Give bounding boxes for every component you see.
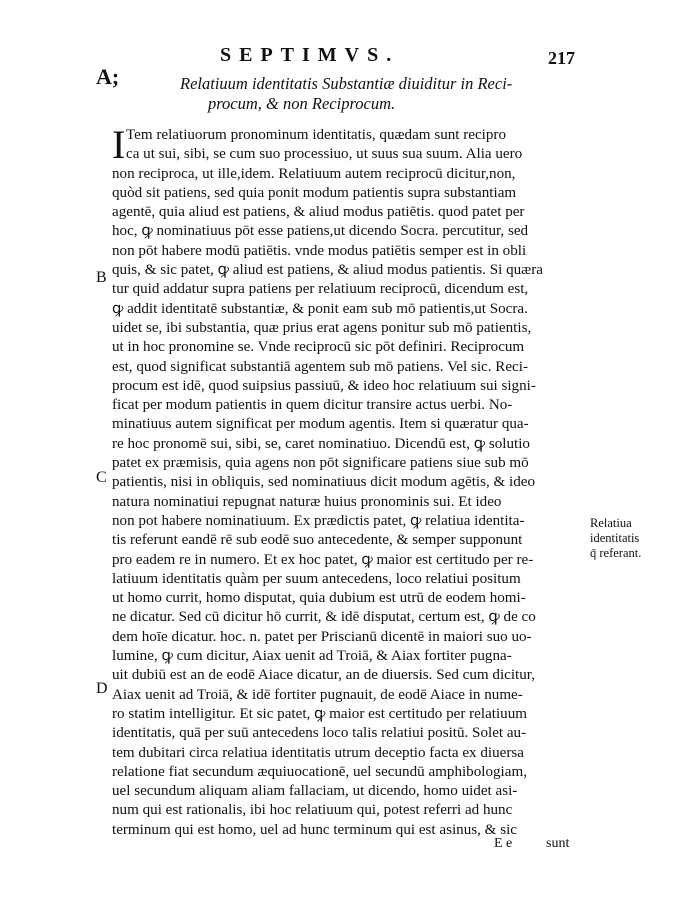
text-line: ro statim intelligitur. Et sic patet, ꝙ maior est certitudo per relatiuum	[112, 705, 527, 722]
text-line: tem dubitari circa relatiua identitatis utrum deceptio facta ex diuersa	[112, 744, 524, 761]
side-note-line-1: Relatiua	[590, 516, 632, 530]
text-line: agentē, quia aliud est patiens, & aliud modus patiētis. quod patet per	[112, 204, 525, 221]
text-line: non reciproca, ut ille,idem. Relatiuum autem reciprocū dicitur,non,	[112, 165, 516, 182]
text-line: num qui est rationalis, ibi hoc relatiuum qui, potest referri ad hunc	[112, 802, 513, 819]
text-line: hoc, ꝙ nominatiuus pōt esse patiens,ut dicendo Socra. percutitur, sed	[112, 223, 529, 240]
text-line: natura nominatiui repugnat naturæ huius pronominis sui. Et ideo	[112, 493, 502, 510]
heading-line-1: Relatiuum identitatis Substantiæ diuiditur in Reci-	[180, 74, 513, 93]
drop-cap: I	[112, 122, 126, 167]
corner-mark: A;	[96, 64, 120, 89]
text-line: quòd sit patiens, sed quia ponit modum patientis supra substantiam	[112, 184, 517, 201]
text-line: lumine, ꝙ cum dicitur, Aiax uenit ad Troiā, & Aiax fortiter pugna-	[112, 648, 512, 665]
side-note-line-3: q̄ referant.	[590, 546, 642, 560]
text-line: Tem relatiuorum pronominum identitatis, quædam sunt recipro	[126, 127, 506, 143]
heading-line-2: procum, & non Reciprocum.	[208, 94, 396, 113]
body-text	[112, 122, 582, 840]
text-line: pro eadem re in numero. Et ex hoc patet, ꝙ maior est certitudo per re-	[112, 551, 534, 568]
text-line: re hoc pronomē sui, sibi, se, caret nominatiuo. Dicendū est, ꝙ solutio	[112, 435, 530, 452]
margin-letter-b: B	[96, 269, 107, 286]
text-line: ꝙ addit identitatē substantiæ, & ponit eam sub mō patientis,ut Socra.	[112, 300, 528, 317]
text-line: patientis, nisi in obliquis, sed nominatiuus dicit modum agētis, & ideo	[112, 474, 536, 491]
text-line: ut in hoc pronomine se. Vnde reciprocū sic pōt definiri. Reciprocum	[112, 339, 525, 356]
margin-letter-c: C	[96, 469, 107, 486]
text-line: terminum qui est homo, uel ad hunc terminum qui est asinus, & sic	[112, 821, 517, 838]
page-number: 217	[548, 48, 575, 68]
text-line: tur quid addatur supra patiens per relatiuum reciprocū, dicendum est,	[112, 281, 529, 298]
side-note	[590, 516, 680, 561]
text-line: ut homo currit, homo disputat, quia dubium est utrū de eodem homi-	[112, 590, 526, 607]
text-line: ca ut sui, sibi, se cum suo processiuo, ut suus sua suum. Alia uero	[126, 146, 523, 163]
text-line: patet ex præmisis, quia agens non pōt significare patiens siue sub mō	[112, 455, 529, 472]
text-line: est, quod significat substantiā agentem sub mō patiens. Vel sic. Reci-	[112, 358, 528, 375]
text-line: relatione fiat secundum æquiuocationē, uel secundū amphibologiam,	[112, 763, 527, 780]
text-line: Aiax uenit ad Troiā, & idē fortiter pugnauit, de eodē Aiace in nume-	[112, 686, 523, 703]
side-note-line-2: identitatis	[590, 531, 640, 545]
text-line: uidet se, ibi substantia, quæ prius erat agens ponitur sub mō patientis,	[112, 319, 532, 336]
text-line: ne dicatur. Sed cū dicitur hō currit, & idē disputat, certum est, ꝙ de co	[112, 609, 536, 626]
margin-letter-d: D	[96, 680, 108, 697]
section-heading	[180, 74, 520, 114]
text-line: non pot habere nominatiuum. Ex prædictis patet, ꝙ relatiua identita-	[112, 512, 525, 529]
text-line: uel secundum aliquam aliam fallaciam, ut dicendo, homo uidet asi-	[112, 783, 518, 800]
text-line: latiuum identitatis quàm per suum antecedens, loco relatiui positum	[112, 570, 521, 587]
text-line: tis referunt eandē rē sub eodē suo antecedente, & semper supponunt	[112, 532, 523, 549]
text-line: non pōt habere modū patiētis. vnde modus patiētis semper est in obli	[112, 242, 527, 259]
running-head: SEPTIMVS.	[220, 44, 400, 66]
text-line: dem hoīe dicatur. hoc. n. patet per Priscianū dicentē in maiori suo uo-	[112, 628, 532, 645]
text-line: ficat per modum patientis in quem dicitur transire actus uerbi. No-	[112, 397, 513, 414]
signature-mark: E e	[494, 836, 513, 851]
text-line: procum est idē, quod suipsius passiuū, & ideo hoc relatiuum sui signi-	[112, 377, 536, 394]
text-line: identitatis, quā per suū antecedens loco talis relatiui positū. Solet au-	[112, 725, 527, 742]
text-line: uit dubiū est an de eodē Aiace dicatur, an de diuersis. Sed cum dicitur,	[112, 667, 535, 684]
catchword: sunt	[546, 836, 570, 851]
text-line: minatiuus autem significat per modum agentis. Item si quæratur qua-	[112, 416, 529, 433]
text-line: quis, & sic patet, ꝙ aliud est patiens, & aliud modus patientis. Si quæra	[112, 262, 543, 279]
